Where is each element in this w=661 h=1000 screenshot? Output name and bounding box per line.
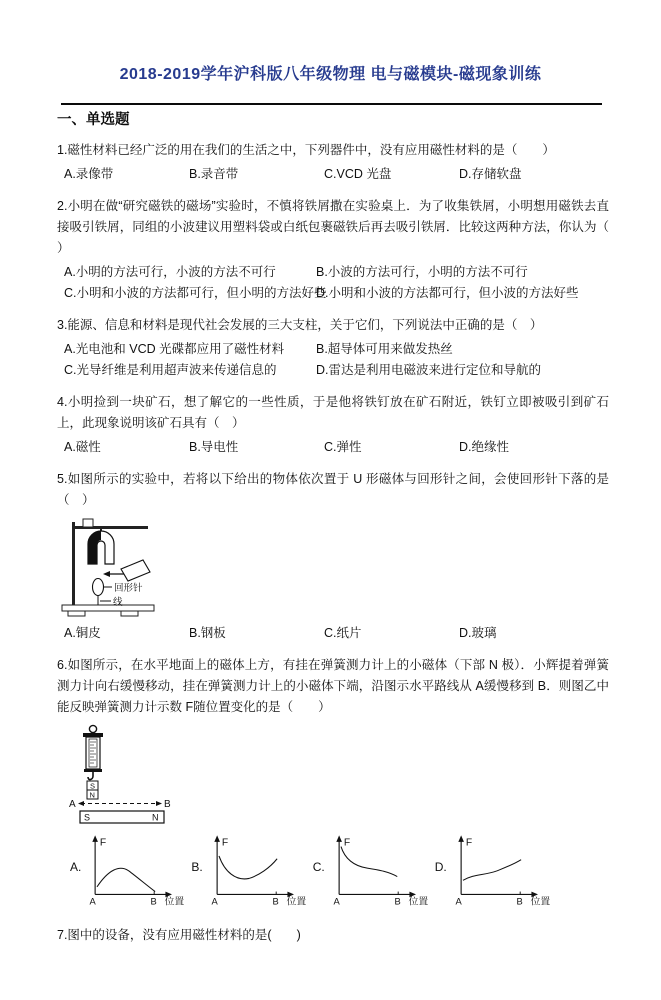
question-4: [57, 392, 609, 458]
option-b: B.钢板: [189, 626, 226, 640]
end-label: B: [150, 896, 158, 907]
stand-base: [62, 605, 154, 611]
y-axis-arrow: [336, 835, 342, 842]
scale-ring: [89, 725, 96, 732]
spring-scale-magnet-figure: [68, 724, 178, 824]
graph-option-c: [313, 831, 431, 909]
page-title: 2018-2019学年沪科版八年级物理 电与磁模块-磁现象训练: [119, 66, 542, 83]
x-axis-label: 位置: [530, 896, 550, 908]
u-magnet-dark-pole: [88, 531, 101, 564]
stand-clamp: [83, 519, 93, 527]
small-magnet-top-label: S: [90, 781, 96, 791]
option-d: D.小明和小波的方法都可行，但小波的方法好些: [316, 286, 579, 300]
x-axis-label: 位置: [408, 896, 428, 908]
scale-hook: [88, 772, 93, 780]
options-row: [57, 262, 609, 304]
insert-arrow-head: [103, 571, 110, 577]
x-axis-label: 位置: [286, 896, 306, 908]
options-row: [57, 339, 609, 381]
graph-option-b: [191, 831, 308, 909]
scale-bottom-cap: [84, 769, 102, 772]
y-axis-arrow: [458, 835, 464, 842]
question-1: [57, 140, 609, 185]
option-c: C.VCD 光盘: [324, 167, 392, 181]
question-5: [57, 469, 609, 644]
question-3: [57, 315, 609, 381]
small-magnet-bottom-label: N: [89, 790, 95, 800]
option-c: C.纸片: [324, 626, 362, 640]
point-b-label: B: [164, 799, 171, 810]
test-sheet: [121, 560, 150, 581]
graph-option-a: [70, 831, 187, 909]
options-row: [57, 623, 609, 644]
u-magnet-experiment-figure: [59, 517, 229, 617]
question-text: 1.磁性材料已经广泛的用在我们的生活之中，下列器件中，没有应用磁性材料的是（ ）: [57, 143, 555, 157]
graph-curve: [219, 856, 277, 879]
question-2: [57, 196, 635, 304]
f-position-graph: [326, 831, 431, 909]
option-c: C.弹性: [324, 440, 362, 454]
options-row: [57, 437, 609, 458]
f-position-graph: [448, 831, 553, 909]
bar-magnet-s-label: S: [84, 812, 91, 823]
option-a: A.光电池和 VCD 光碟都应用了磁性材料: [64, 342, 285, 356]
option-b: B.导电性: [189, 440, 239, 454]
option-d: D.雷达是利用电磁波来进行定位和导航的: [316, 363, 542, 377]
graph-label: D.: [434, 860, 447, 874]
path-arrow-left: [78, 801, 84, 806]
option-a: A.铜皮: [64, 626, 101, 640]
header-rule: [61, 103, 602, 105]
end-label: B: [272, 896, 279, 907]
question-list: [57, 140, 635, 946]
paper-clip: [93, 579, 104, 596]
graph-label: C.: [312, 860, 325, 874]
y-axis-arrow: [214, 835, 220, 842]
graph-curve: [463, 860, 521, 881]
option-c: C.光导纤维是利用超声波来传递信息的: [64, 363, 277, 377]
x-axis-label: 位置: [164, 896, 185, 908]
bar-magnet-n-label: N: [152, 812, 159, 823]
f-position-graph: [82, 831, 187, 909]
option-b: B.小波的方法可行，小明的方法不可行: [316, 265, 528, 279]
y-axis-label: F: [465, 837, 472, 849]
stand-foot-left: [68, 611, 85, 616]
clip-label: 回形针: [114, 583, 143, 594]
question-text: 5.如图所示的实验中，若将以下给出的物体依次置于 U 形磁体与回形针之间，会使回形针下落的是（ ）: [57, 472, 609, 507]
option-a: A.小明的方法可行，小波的方法不可行: [64, 265, 276, 279]
y-axis-label: F: [221, 837, 228, 849]
question-text: 2.小明在做“研究磁铁的磁场”实验时，不慎将铁屑撒在实验桌上．为了收集铁屑，小明想用磁铁去直接吸引铁屑，同组的小波建议用塑料袋或白纸包裹磁铁后再去吸引铁屑．比较这两种方法，你认为（ ）: [57, 199, 635, 255]
option-a: A.磁性: [64, 440, 101, 454]
option-d: D.存储软盘: [459, 167, 522, 181]
start-label: A: [455, 896, 462, 907]
question-text: 7.图中的设备，没有应用磁性材料的是( ): [57, 928, 301, 942]
end-label: B: [516, 896, 523, 907]
question-6: [57, 655, 609, 909]
point-a-label: A: [69, 799, 76, 810]
option-b: B.录音带: [189, 167, 239, 181]
start-label: A: [89, 896, 97, 907]
option-b: B.超导体可用来做发热丝: [316, 342, 453, 356]
section-header: 一、单选题: [57, 112, 130, 128]
stand-pole: [72, 522, 75, 609]
option-d: D.玻璃: [459, 626, 497, 640]
end-label: B: [394, 896, 401, 907]
graph-label: B.: [191, 860, 203, 874]
graph-label: A.: [70, 860, 82, 874]
start-label: A: [211, 896, 218, 907]
option-a: A.录像带: [64, 167, 114, 181]
y-axis-label: F: [343, 837, 350, 849]
question-text: 3.能源、信息和材料是现代社会发展的三大支柱，关于它们，下列说法中正确的是（ ）: [57, 318, 543, 332]
path-arrow-right: [156, 801, 162, 806]
option-d: D.绝缘性: [459, 440, 510, 454]
graph-options-row: [70, 831, 609, 909]
y-axis-arrow: [93, 835, 99, 842]
y-axis-label: F: [100, 837, 107, 849]
f-position-graph: [204, 831, 309, 909]
question-text: 4.小明捡到一块矿石，想了解它的一些性质，于是他将铁钉放在矿石附近，铁钉立即被吸引到矿石上，此现象说明该矿石具有（ ）: [57, 395, 609, 430]
graph-option-d: [435, 831, 553, 909]
stand-foot-right: [121, 611, 138, 616]
options-row: [57, 164, 609, 185]
graph-curve: [341, 847, 397, 877]
start-label: A: [333, 896, 340, 907]
question-text: 6.如图所示，在水平地面上的磁体上方，有挂在弹簧测力计上的小磁体（下部 N 极）．小辉提着弹簧测力计向右缓慢移动，挂在弹簧测力计上的小磁体下端，沿图示水平路线从 A缓慢移到 B．则图乙中能反映弹簧测力计示数 F随位置变化的是（ ）: [57, 658, 609, 714]
thread-label: 线: [113, 597, 123, 608]
graph-curve: [97, 868, 155, 891]
option-c: C.小明和小波的方法都可行，但小明的方法好些: [64, 286, 327, 300]
